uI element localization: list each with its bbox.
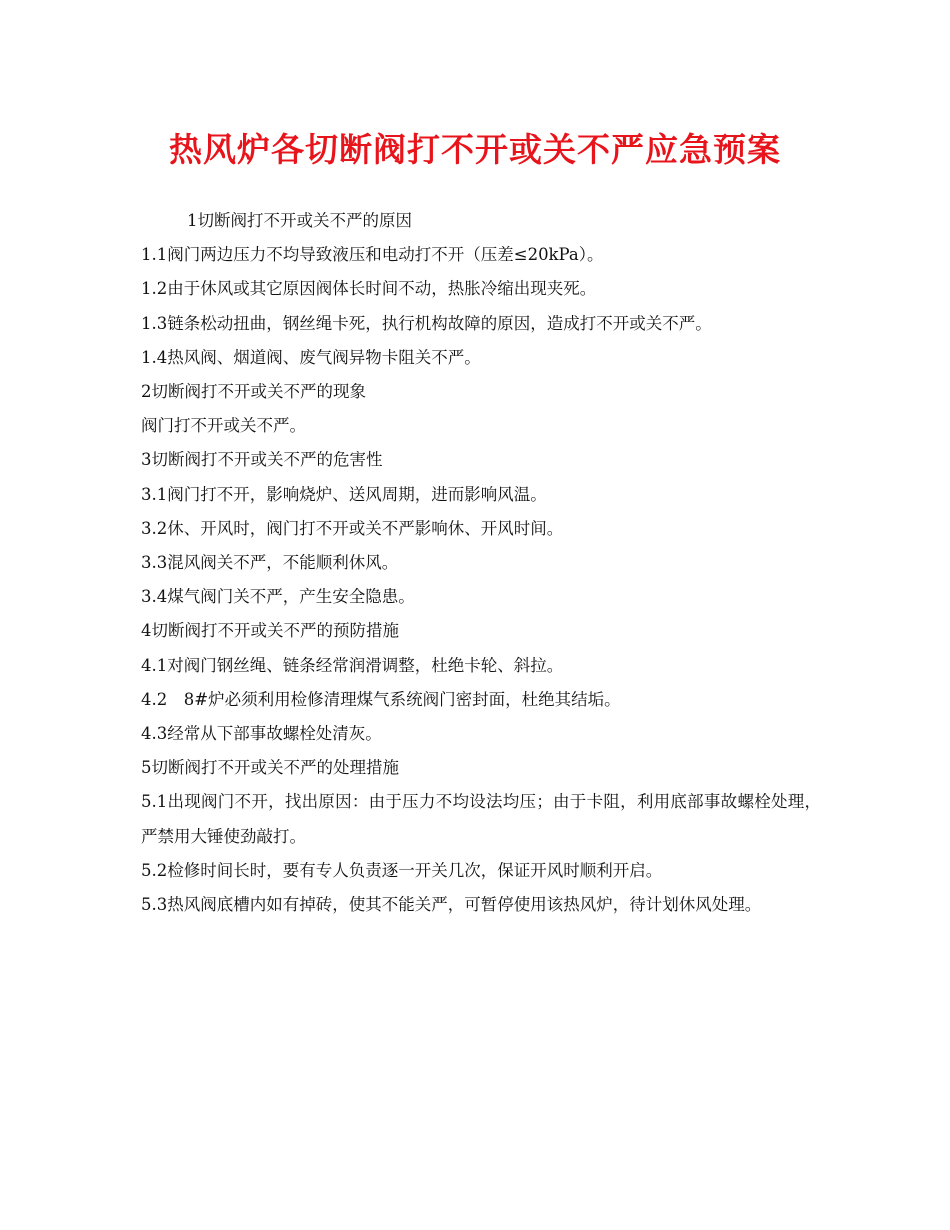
paragraph: 5.1出现阀门不开，找出原因：由于压力不均设法均压；由于卡阻，利用底部事故螺栓处理，严禁用大锤使劲敲打。 <box>141 792 821 846</box>
paragraph: 3.3混风阀关不严，不能顺利休风。 <box>141 553 399 573</box>
paragraph: 3.2休、开风时，阀门打不开或关不严影响休、开风时间。 <box>141 518 564 538</box>
paragraph: 1.2由于休风或其它原因阀体长时间不动，热胀冷缩出现夹死。 <box>141 279 597 299</box>
section-heading: 1切断阀打不开或关不严的原因 <box>187 211 412 230</box>
paragraph: 5.3热风阀底槽内如有掉砖，使其不能关严，可暂停使用该热风炉，待计划休风处理。 <box>141 895 762 915</box>
paragraph: 4.1对阀门钢丝绳、链条经常润滑调整，杜绝卡轮、斜拉。 <box>141 655 564 675</box>
paragraph: 阀门打不开或关不严。 <box>141 416 306 436</box>
paragraph: 4.3经常从下部事故螺栓处清灰。 <box>141 724 382 744</box>
document-body <box>141 204 821 922</box>
section-heading: 3切断阀打不开或关不严的危害性 <box>141 450 383 470</box>
paragraph: 5.2检修时间长时，要有专人负责逐一开关几次，保证开风时顺利开启。 <box>141 860 663 880</box>
paragraph: 1.1阀门两边压力不均导致液压和电动打不开（压差≤20kPa）。 <box>141 245 604 265</box>
paragraph: 1.4热风阀、烟道阀、废气阀异物卡阻关不严。 <box>141 347 481 367</box>
section-heading: 2切断阀打不开或关不严的现象 <box>141 382 366 402</box>
section-heading: 4切断阀打不开或关不严的预防措施 <box>141 621 399 641</box>
section-heading: 5切断阀打不开或关不严的处理措施 <box>141 758 399 778</box>
document-title: 热风炉各切断阀打不开或关不严应急预案 <box>169 130 781 169</box>
paragraph: 4.2 8#炉必须利用检修清理煤气系统阀门密封面，杜绝其结垢。 <box>141 689 621 709</box>
paragraph: 1.3链条松动扭曲，钢丝绳卡死，执行机构故障的原因，造成打不开或关不严。 <box>141 313 712 333</box>
paragraph: 3.4煤气阀门关不严，产生安全隐患。 <box>141 587 415 607</box>
paragraph: 3.1阀门打不开，影响烧炉、送风周期，进而影响风温。 <box>141 484 547 504</box>
